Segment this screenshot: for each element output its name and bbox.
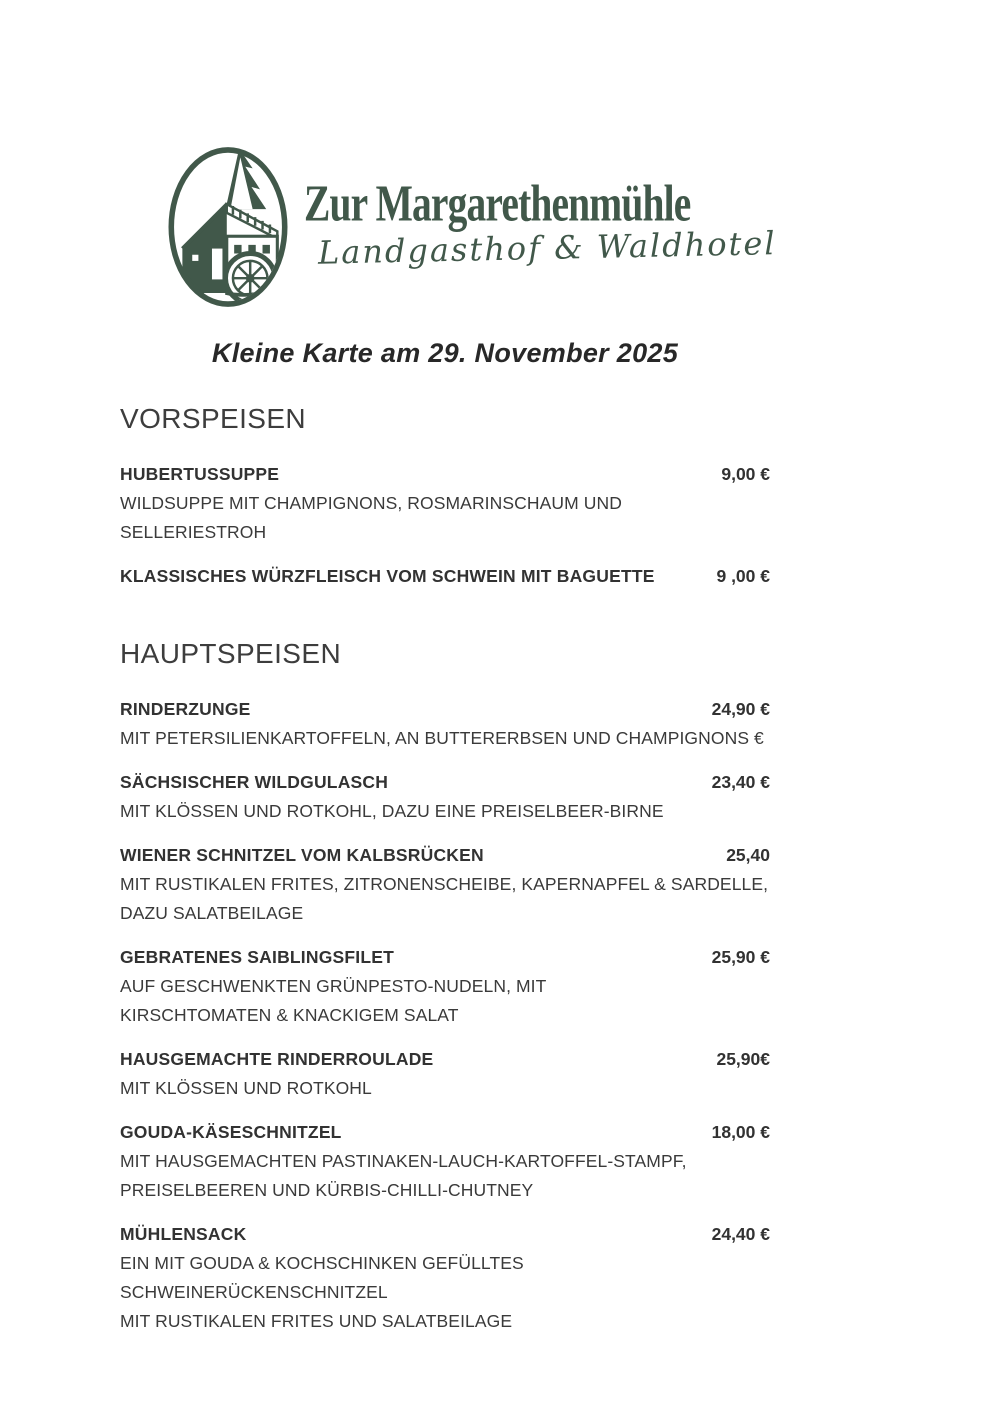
brand-tagline: Landgasthof & Waldhotel: [317, 224, 777, 272]
dish-name: KLASSISCHES WÜRZFLEISCH VOM SCHWEIN MIT BAGUETTE: [120, 566, 655, 586]
dish-price: 25,40: [726, 845, 770, 865]
dish-description: WILDSUPPE MIT CHAMPIGNONS, ROSMARINSCHAUM UND SELLERIESTROH: [120, 493, 622, 542]
dish-header: [120, 695, 770, 724]
dish-header: [120, 768, 770, 797]
menu-section-hauptspeisen: [120, 638, 770, 1336]
watermill-icon: [166, 145, 290, 309]
dish-description: MIT KLÖSSEN UND ROTKOHL, DAZU EINE PREISELBEER-BIRNE: [120, 801, 664, 821]
menu-content: [120, 338, 770, 1351]
menu-item: [120, 1118, 770, 1205]
dish-name: HAUSGEMACHTE RINDERROULADE: [120, 1049, 434, 1069]
menu-section-vorspeisen: [120, 403, 770, 591]
dish-header: [120, 1118, 770, 1147]
restaurant-brand-header: [166, 145, 777, 309]
dish-description: PREISELBEEREN UND KÜRBIS-CHILLI-CHUTNEY: [120, 1180, 534, 1200]
dish-price: 9,00 €: [721, 464, 770, 484]
dish-name: GOUDA-KÄSESCHNITZEL: [120, 1122, 342, 1142]
dish-header: [120, 1045, 770, 1074]
menu-item: [120, 695, 770, 753]
dish-header: [120, 841, 770, 870]
section-heading: VORSPEISEN: [120, 403, 307, 434]
menu-item: [120, 1220, 770, 1336]
dish-description: MIT RUSTIKALEN FRITES, ZITRONENSCHEIBE, KAPERNAPFEL & SARDELLE,: [120, 874, 769, 894]
dish-description: MIT PETERSILIENKARTOFFELN, AN BUTTERERBSEN UND CHAMPIGNONS €: [120, 728, 764, 748]
menu-date-title: Kleine Karte am 29. November 2025: [211, 338, 679, 368]
dish-header: [120, 1220, 770, 1249]
menu-item: [120, 943, 770, 1030]
dish-description: MIT KLÖSSEN UND ROTKOHL: [120, 1078, 372, 1098]
brand-name: Zur Margarethenmühle: [304, 175, 691, 233]
dish-price: 25,90 €: [711, 947, 770, 967]
dish-description: MIT HAUSGEMACHTEN PASTINAKEN-LAUCH-KARTOFFEL-STAMPF,: [120, 1151, 687, 1171]
menu-item: [120, 460, 770, 547]
dish-price: 9 ,00 €: [716, 566, 770, 586]
dish-description: AUF GESCHWENKTEN GRÜNPESTO-NUDELN, MIT: [120, 976, 547, 996]
section-heading: HAUPTSPEISEN: [120, 638, 342, 669]
dish-name: HUBERTUSSUPPE: [120, 464, 280, 484]
dish-name: SÄCHSISCHER WILDGULASCH: [120, 772, 389, 792]
dish-name: WIENER SCHNITZEL VOM KALBSRÜCKEN: [120, 845, 484, 865]
menu-item: [120, 841, 770, 928]
dish-header: [120, 562, 770, 591]
menu-item: [120, 1045, 770, 1103]
dish-name: MÜHLENSACK: [120, 1224, 247, 1244]
dish-price: 18,00 €: [711, 1122, 770, 1142]
dish-description: KIRSCHTOMATEN & KNACKIGEM SALAT: [120, 1005, 459, 1025]
menu-item: [120, 562, 770, 591]
dish-name: RINDERZUNGE: [120, 699, 251, 719]
brand-text: [304, 175, 777, 272]
dish-header: [120, 943, 770, 972]
dish-description: DAZU SALATBEILAGE: [120, 903, 304, 923]
dish-price: 23,40 €: [711, 772, 770, 792]
dish-description: EIN MIT GOUDA & KOCHSCHINKEN GEFÜLLTES SCHWEINERÜCKENSCHNITZEL: [120, 1253, 524, 1302]
dish-header: [120, 460, 770, 489]
menu-item: [120, 768, 770, 826]
dish-description: MIT RUSTIKALEN FRITES UND SALATBEILAGE: [120, 1311, 513, 1331]
dish-price: 25,90€: [716, 1049, 770, 1069]
dish-price: 24,40 €: [711, 1224, 770, 1244]
dish-price: 24,90 €: [711, 699, 770, 719]
dish-name: GEBRATENES SAIBLINGSFILET: [120, 947, 394, 967]
